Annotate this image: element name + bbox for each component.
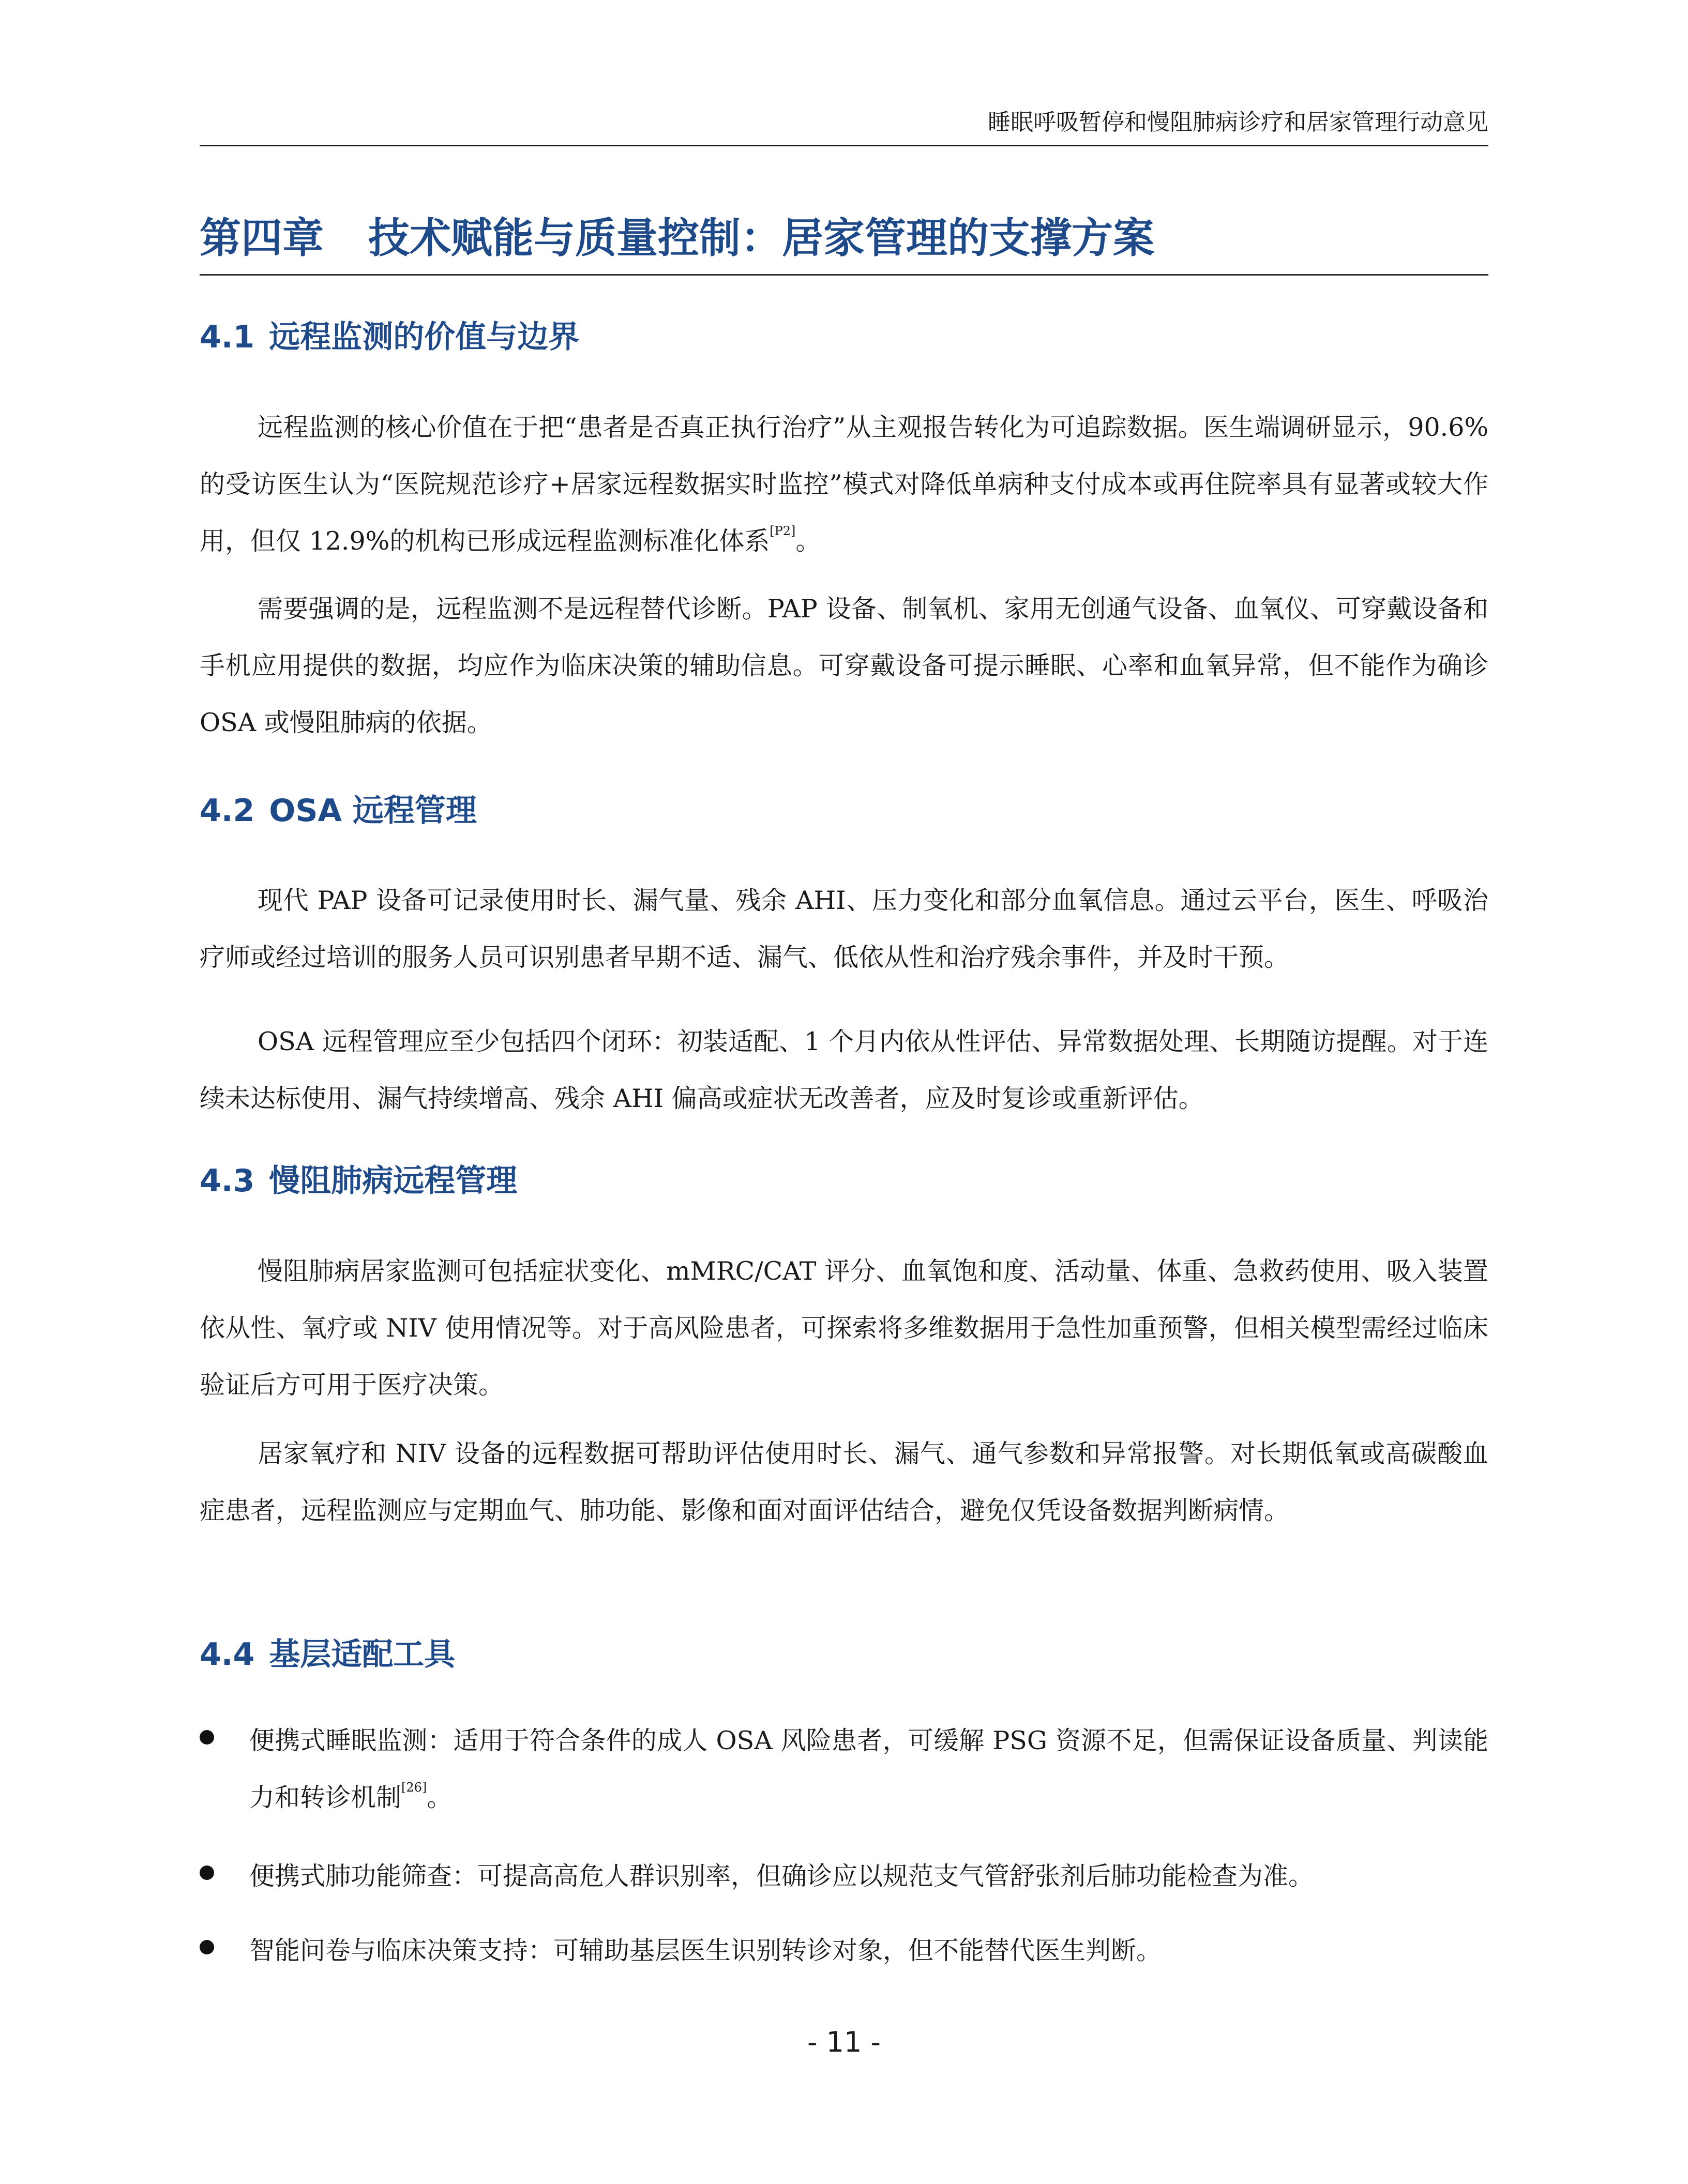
paragraph <box>200 872 1488 986</box>
paragraph-text: OSA 远程管理应至少包括四个闭环：初装适配、1 个月内依从性评估、异常数据处理、长期随访提醒。对于连续未达标使用、漏气持续增高、残余 AHI 偏高或症状无改善者，应及时复诊或重新评估。 <box>200 1027 1488 1113</box>
section-number: 4.4 <box>200 1636 255 1673</box>
running-header: 睡眠呼吸暂停和慢阻肺病诊疗和居家管理行动意见 <box>988 109 1488 135</box>
bullet-item <box>200 1922 1488 1979</box>
section-number: 4.1 <box>200 319 255 355</box>
citation-ref: [P2] <box>770 524 796 538</box>
paragraph-text: 需要强调的是，远程监测不是远程替代诊断。PAP 设备、制氧机、家用无创通气设备、血氧仪、可穿戴设备和手机应用提供的数据，均应作为临床决策的辅助信息。可穿戴设备可提示睡眠、心率和血氧异常，但不能作为确诊 OSA 或慢阻肺病的依据。 <box>200 594 1488 737</box>
section-title: OSA 远程管理 <box>269 793 477 829</box>
bullet-text-tail: 。 <box>427 1783 453 1812</box>
section-title: 远程监测的价值与边界 <box>269 319 580 355</box>
bullet-dot-icon <box>200 1940 214 1954</box>
header-divider <box>200 145 1488 146</box>
section-heading-4-2 <box>200 786 477 830</box>
paragraph <box>200 399 1488 570</box>
chapter-title: 技术赋能与质量控制：居家管理的支撑方案 <box>368 214 1154 262</box>
paragraph-tail: 。 <box>795 526 821 556</box>
chapter-heading <box>200 205 1488 264</box>
bullet-text: 智能问卷与临床决策支持：可辅助基层医生识别转诊对象，但不能替代医生判断。 <box>249 1936 1162 1965</box>
paragraph <box>200 1425 1488 1539</box>
section-heading-4-4 <box>200 1630 455 1674</box>
bullet-dot-icon <box>200 1730 214 1745</box>
bullet-text: 便携式肺功能筛查：可提高高危人群识别率，但确诊应以规范支气管舒张剂后肺功能检查为准。 <box>249 1861 1314 1891</box>
chapter-divider <box>200 274 1488 276</box>
paragraph <box>200 1013 1488 1127</box>
paragraph-text: 居家氧疗和 NIV 设备的远程数据可帮助评估使用时长、漏气、通气参数和异常报警。对长期低氧或高碳酸血症患者，远程监测应与定期血气、肺功能、影像和面对面评估结合，避免仅凭设备数据判断病情。 <box>200 1439 1488 1525</box>
section-title: 慢阻肺病远程管理 <box>269 1163 518 1199</box>
chapter-number: 第四章 <box>200 214 324 262</box>
section-number: 4.2 <box>200 793 255 829</box>
bullet-text <box>249 1712 1488 1826</box>
bullet-text-body: 便携式睡眠监测：适用于符合条件的成人 OSA 风险患者，可缓解 PSG 资源不足，但需保证设备质量、判读能力和转诊机制 <box>249 1726 1488 1812</box>
page-number: - 11 - <box>807 2026 881 2058</box>
section-heading-4-3 <box>200 1156 517 1201</box>
bullet-dot-icon <box>200 1866 214 1880</box>
section-title: 基层适配工具 <box>269 1636 456 1673</box>
section-number: 4.3 <box>200 1163 255 1199</box>
section-heading-4-1 <box>200 312 579 357</box>
paragraph-text: 慢阻肺病居家监测可包括症状变化、mMRC/CAT 评分、血氧饱和度、活动量、体重、急救药使用、吸入装置依从性、氧疗或 NIV 使用情况等。对于高风险患者，可探索将多维数据用于急性加重预警，但相关模型需经过临床验证后方可用于医疗决策。 <box>200 1256 1488 1400</box>
bullet-item <box>200 1848 1488 1905</box>
citation-ref: [26] <box>401 1780 427 1795</box>
paragraph-text: 现代 PAP 设备可记录使用时长、漏气量、残余 AHI、压力变化和部分血氧信息。通过云平台，医生、呼吸治疗师或经过培训的服务人员可识别患者早期不适、漏气、低依从性和治疗残余事件，并及时干预。 <box>200 886 1488 972</box>
paragraph-text: 远程监测的核心价值在于把“患者是否真正执行治疗”从主观报告转化为可追踪数据。医生端调研显示，90.6%的受访医生认为“医院规范诊疗+居家远程数据实时监控”模式对降低单病种支付成本或再住院率具有显著或较大作用，但仅 12.9%的机构已形成远程监测标准化体系 <box>200 413 1488 556</box>
paragraph <box>200 581 1488 751</box>
bullet-item <box>200 1712 1488 1826</box>
paragraph <box>200 1243 1488 1414</box>
